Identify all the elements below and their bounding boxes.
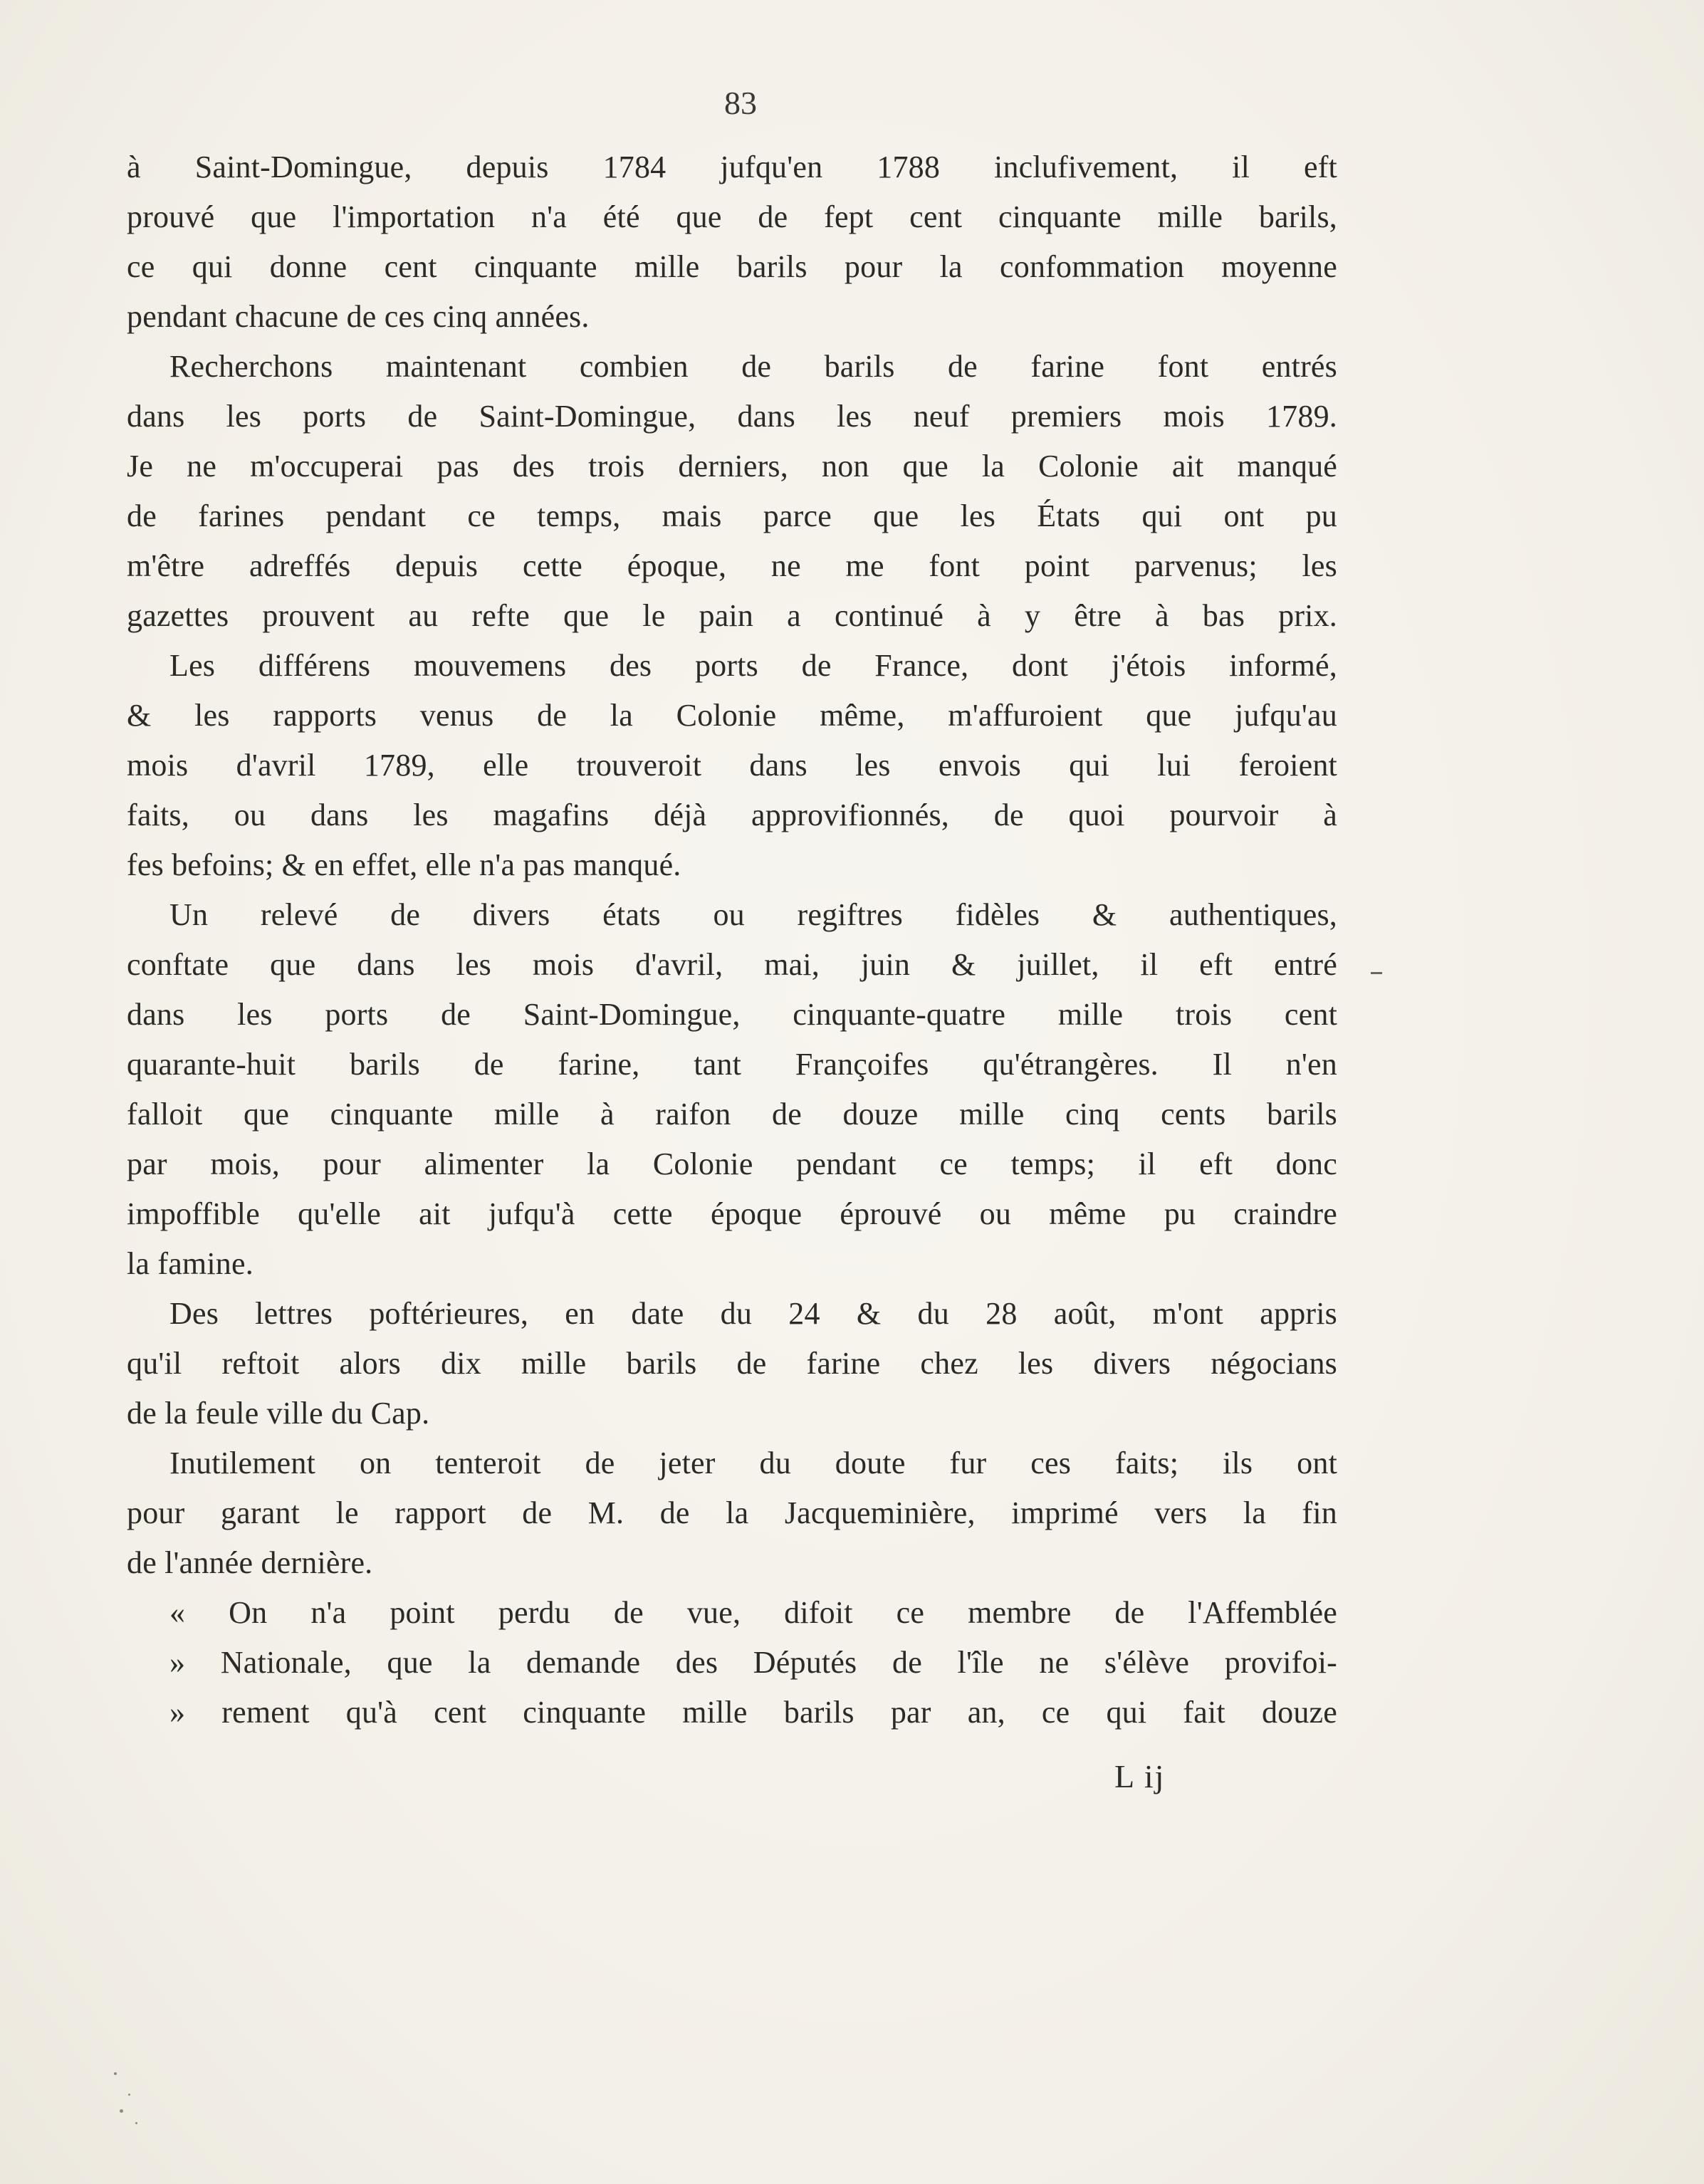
text-line: prouvé que l'importation n'a été que de fept cent cinquante mille barils, bbox=[127, 199, 1337, 234]
signature-mark: L ij bbox=[1114, 1758, 1166, 1794]
margin-mark bbox=[1371, 972, 1382, 974]
quote-start: « On n'a point perdu de vue, difoit ce membre de l'Affemblée bbox=[169, 1595, 1337, 1630]
text-line: impoffible qu'elle ait jufqu'à cette époque éprouvé ou même pu craindre bbox=[127, 1196, 1337, 1231]
text-line: faits, ou dans les magafins déjà approvifionnés, de quoi pourvoir à bbox=[127, 798, 1337, 832]
paragraph-start: Des lettres poftérieures, en date du 24 & du 28 août, m'ont appris bbox=[169, 1296, 1337, 1331]
text-line: ce qui donne cent cinquante mille barils pour la confommation moyenne bbox=[127, 249, 1337, 284]
text-line: falloit que cinquante mille à raifon de douze mille cinq cents barils bbox=[127, 1097, 1337, 1132]
paragraph-start: Les différens mouvemens des ports de France, dont j'étois informé, bbox=[169, 648, 1337, 683]
text-line: conftate que dans les mois d'avril, mai, juin & juillet, il eft entré bbox=[127, 947, 1337, 982]
text-line: la famine. bbox=[127, 1246, 253, 1281]
text-line: fes befoins; & en effet, elle n'a pas manqué. bbox=[127, 847, 681, 882]
text-line: dans les ports de Saint-Domingue, cinquante-quatre mille trois cent bbox=[127, 997, 1337, 1032]
text-line: pendant chacune de ces cinq années. bbox=[127, 299, 590, 334]
text-line: de la feule ville du Cap. bbox=[127, 1396, 430, 1431]
speck bbox=[114, 2072, 117, 2075]
text-line: de farines pendant ce temps, mais parce que les États qui ont pu bbox=[127, 498, 1337, 533]
text-line: par mois, pour alimenter la Colonie pendant ce temps; il eft donc bbox=[127, 1146, 1337, 1181]
speck bbox=[128, 2094, 130, 2096]
text-line: à Saint-Domingue, depuis 1784 jufqu'en 1788 inclufivement, il eft bbox=[127, 150, 1337, 184]
text-line: gazettes prouvent au refte que le pain a continué à y être à bas prix. bbox=[127, 598, 1337, 633]
body-text bbox=[127, 142, 1337, 1738]
quote-line: » Nationale, que la demande des Députés de l'île ne s'élève provifoi- bbox=[169, 1645, 1337, 1680]
text-line: mois d'avril 1789, elle trouveroit dans les envois qui lui feroient bbox=[127, 748, 1337, 783]
text-line: m'être adreffés depuis cette époque, ne me font point parvenus; les bbox=[127, 548, 1337, 583]
speck bbox=[120, 2109, 123, 2113]
page-number: 83 bbox=[724, 85, 757, 121]
text-line: de l'année dernière. bbox=[127, 1545, 373, 1580]
text-line: dans les ports de Saint-Domingue, dans les neuf premiers mois 1789. bbox=[127, 399, 1337, 434]
paragraph-start: Recherchons maintenant combien de barils de farine font entrés bbox=[169, 349, 1337, 384]
quote-line: » rement qu'à cent cinquante mille barils par an, ce qui fait douze bbox=[169, 1695, 1337, 1730]
text-line: Je ne m'occuperai pas des trois derniers, non que la Colonie ait manqué bbox=[127, 449, 1337, 484]
paper-specks bbox=[107, 2065, 150, 2136]
speck bbox=[135, 2122, 137, 2124]
text-line: quarante-huit barils de farine, tant Françoifes qu'étrangères. Il n'en bbox=[127, 1047, 1337, 1082]
text-line: qu'il reftoit alors dix mille barils de farine chez les divers négocians bbox=[127, 1346, 1337, 1381]
paragraph-start: Inutilement on tenteroit de jeter du doute fur ces faits; ils ont bbox=[169, 1446, 1337, 1480]
paragraph-start: Un relevé de divers états ou regiftres fidèles & authentiques, bbox=[169, 897, 1337, 932]
text-line: pour garant le rapport de M. de la Jacqueminière, imprimé vers la fin bbox=[127, 1495, 1337, 1530]
text-line: & les rapports venus de la Colonie même, m'affuroient que jufqu'au bbox=[127, 698, 1337, 733]
